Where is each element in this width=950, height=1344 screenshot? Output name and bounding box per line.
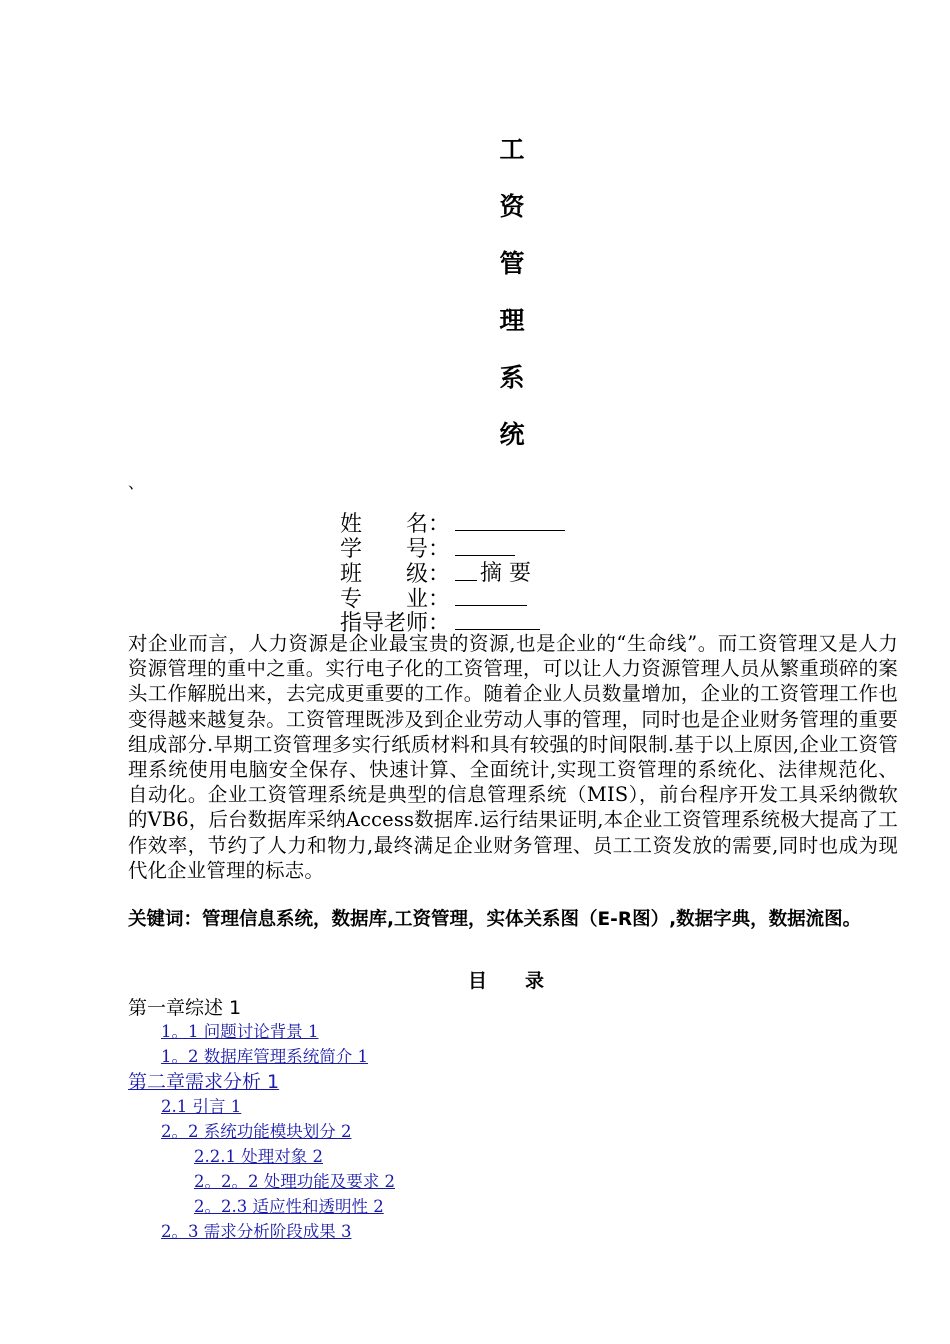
major-blank <box>455 585 527 606</box>
toc-link-2-1[interactable]: 2.1 引言 1 <box>161 1097 242 1116</box>
title-char: 统 <box>499 420 525 449</box>
keywords: 关键词：管理信息系统，数据库,工资管理，实体关系图（E-R图）,数据字典，数据流图。 <box>128 909 862 930</box>
toc-link-2-2-2[interactable]: 2。2。2 处理功能及要求 2 <box>194 1172 395 1191</box>
toc-link-2-3[interactable]: 2。3 需求分析阶段成果 3 <box>161 1222 352 1241</box>
class-label: 班 级： <box>340 562 451 587</box>
class-row <box>340 560 531 587</box>
toc-link-2-2-3[interactable]: 2。2.3 适应性和透明性 2 <box>194 1197 384 1216</box>
class-blank <box>455 560 477 581</box>
toc-link-1-2[interactable]: 1。2 数据库管理系统简介 1 <box>161 1047 368 1066</box>
toc-chapter-1: 第一章综述 1 <box>128 997 242 1019</box>
student-id-blank <box>455 535 515 556</box>
toc-link-2-2[interactable]: 2。2 系统功能模块划分 2 <box>161 1122 352 1141</box>
title-char: 工 <box>499 135 525 164</box>
title-char: 系 <box>499 363 525 392</box>
title-char: 理 <box>499 306 525 335</box>
name-blank <box>455 510 565 531</box>
abstract-body: 对企业而言，人力资源是企业最宝贵的资源,也是企业的“生命线”。而工资管理又是人力资源管理的重中之重。实行电子化的工资管理，可以让人力资源管理人员从繁重琐碎的案头工作解脱出来，去完成更重要的工作。随着企业人员数量增加，企业的工资管理工作也变得越来越复杂。工资管理既涉及到企业劳动人事的管理，同时也是企业财务管理的重要组成部分.早期工资管理多实行纸质材料和具有较强的时间限制.基于以上原因,企业工资管理系统使用电脑安全保存、快速计算、全面统计,实现工资管理的系统化、法律规范化、自动化。企业工资管理系统是典型的信息管理系统（MIS），前台程序开发工具采纳微软的VB6，后台数据库采纳Access数据库.运行结果证明,本企业工资管理系统极大提高了工作效率，节约了人力和物力,最终满足企业财务管理、员工工资发放的需要,同时也成为现代化企业管理的标志。 <box>128 632 898 882</box>
advisor-blank <box>455 609 540 630</box>
student-id-row <box>340 535 515 561</box>
major-row <box>340 585 527 611</box>
title-char: 资 <box>499 192 525 221</box>
name-row <box>340 510 565 536</box>
toc-title: 目 录 <box>468 970 545 992</box>
stray-mark: 、 <box>128 473 145 492</box>
advisor-label: 指导老师： <box>340 611 451 636</box>
title-char: 管 <box>499 249 525 278</box>
name-label: 姓 名： <box>340 512 451 537</box>
document-title <box>496 128 528 470</box>
toc-link-2-2-1[interactable]: 2.2.1 处理对象 2 <box>194 1147 323 1166</box>
major-label: 专 业： <box>340 587 451 612</box>
toc-link-1-1[interactable]: 1。1 问题讨论背景 1 <box>161 1022 319 1041</box>
abstract-heading: 摘 要 <box>480 561 531 586</box>
toc-chapter-2-link[interactable]: 第二章需求分析 1 <box>128 1071 280 1093</box>
student-id-label: 学 号： <box>340 537 451 562</box>
